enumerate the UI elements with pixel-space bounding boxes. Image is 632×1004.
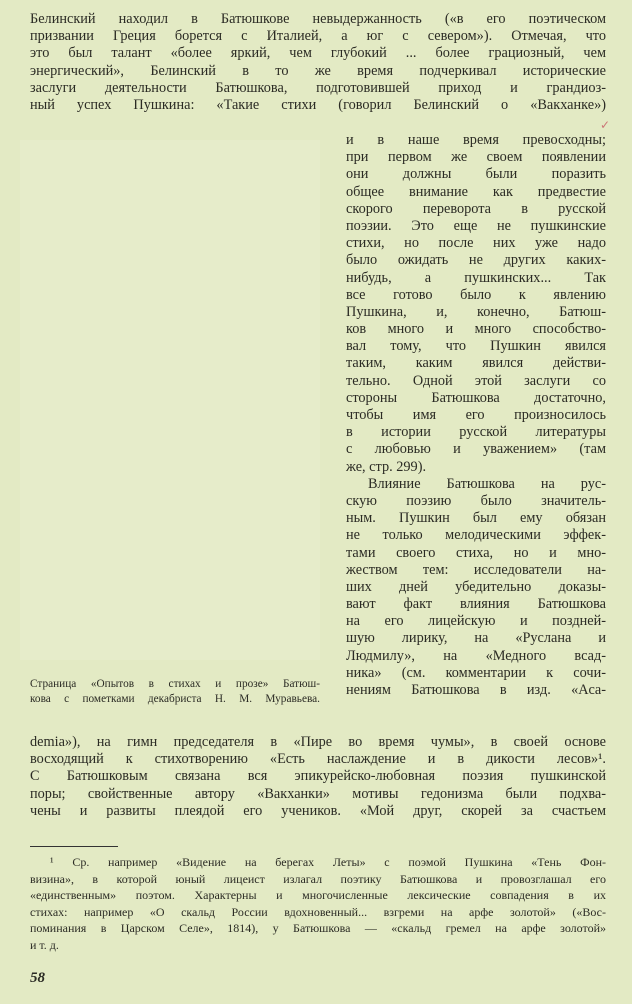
- text-line: ника» (см. комментарии к сочи-: [346, 664, 606, 681]
- text-line: стихах: например «О скальд России вдохновенный... взгреми на арфе золотой» («Вос-: [30, 904, 606, 919]
- text-line: общее внимание как предвестие: [346, 183, 606, 200]
- text-line: ный успех Пушкина: «Такие стихи (говорил Белинский о «Вакханке»): [30, 96, 606, 113]
- footnote-divider: [30, 846, 118, 847]
- illustration-caption: [30, 677, 320, 707]
- text-line: тельно. Одной этой заслуги со: [346, 372, 606, 389]
- text-line: призвании Греция борется с Италией, а юг с севером»). Отмечая, что: [30, 28, 606, 45]
- text-line: Страница «Опытов в стихах и прозе» Батюш-: [30, 678, 320, 690]
- text-line: С Батюшковым связана вся эпикурейско-любовная поэзия пушкинской: [30, 768, 606, 785]
- text-line: скорого переворота в русской: [346, 200, 606, 217]
- text-line: стороны Батюшкова достаточно,: [346, 389, 606, 406]
- text-line: Людмилу», на «Медного всад-: [346, 647, 606, 664]
- text-line: Влияние Батюшкова на рус-: [368, 475, 606, 492]
- text-line: энергический», Белинский в то же время подчеркивал исторические: [30, 62, 606, 79]
- text-line: с любовью и уважением» (там: [346, 441, 606, 458]
- text-line: визина», в которой юный лицеист излагал поэтику Батюшкова и провозглашал его: [30, 871, 606, 886]
- text-line: Пушкина, и, конечно, Батюш-: [346, 303, 606, 320]
- text-line: кова с пометками декабриста Н. М. Муравьева.: [30, 693, 320, 705]
- text-line: чены и развиты плеядой его учеников. «Мой друг, скорей за счастьем: [30, 802, 606, 819]
- paragraph-bottom: [30, 734, 606, 820]
- text-line: было ожидать не других каких-: [346, 252, 606, 269]
- text-line: это был талант «более яркий, чем глубокий ... более грациозный, чем: [30, 45, 606, 62]
- text-line: ших дней убедительно доказы-: [346, 578, 606, 595]
- text-line: ¹ Ср. например «Видение на берегах Леты» с поэмой Пушкина «Тень Фон-: [50, 855, 606, 869]
- text-line: не только мелодическими эффек-: [346, 527, 606, 544]
- text-line: нибудь, а пушкинских... Так: [346, 269, 606, 286]
- page-number: 58: [30, 970, 45, 986]
- text-line: восходящий к стихотворению «Есть наслаждение и в дикости лесов»¹.: [30, 751, 606, 768]
- text-line: «единственным» поэтом. Характерны и многочисленные лексические совпадения в их: [30, 888, 606, 903]
- text-line: шую лирику, на «Руслана и: [346, 630, 606, 647]
- text-line: на его лицейскую и поздней-: [346, 613, 606, 630]
- text-line: поры; свойственные автору «Вакханки» мотивы гедонизма были подхва-: [30, 785, 606, 802]
- text-line: нениям Батюшкова в изд. «Aca-: [346, 682, 606, 698]
- text-line: при первом же своем появлении: [346, 149, 606, 166]
- text-line: чтобы имя его произносилось: [346, 407, 606, 423]
- text-line: все готово было к явлению: [346, 286, 606, 303]
- text-line: стихи, но после них уже надо: [346, 235, 606, 252]
- text-line: вал тому, что Пушкин явился: [346, 338, 606, 355]
- pencil-mark: ✓: [600, 118, 611, 132]
- text-line: же, стр. 299).: [346, 458, 427, 475]
- text-column-right: [346, 132, 606, 699]
- text-line: таким, каким явился действи-: [346, 355, 606, 372]
- text-line: Белинский находил в Батюшкове невыдержанность («в его поэтическом: [30, 11, 606, 27]
- text-line: ным. Пушкин был ему обязан: [346, 510, 606, 527]
- text-line: жеством тем: исследователи на-: [346, 561, 606, 578]
- text-line: скую поэзию было значитель-: [346, 492, 606, 509]
- paragraph-top: [30, 11, 606, 114]
- text-line: вают факт влияния Батюшкова: [346, 596, 606, 613]
- text-line: и в наше время превосходны;: [346, 132, 606, 148]
- text-line: и т. д.: [30, 937, 59, 952]
- text-line: ков много и много способство-: [346, 321, 606, 338]
- text-line: поэзии. Это еще не пушкинские: [346, 217, 606, 234]
- text-line: поминания в Царском Селе», 1814), у Батюшкова — «скальд гремел на арфе золотой»: [30, 921, 606, 936]
- footnotes: [30, 854, 606, 954]
- text-line: заслуги деятельности Батюшкова, подготовившей приход и грандиоз-: [30, 79, 606, 96]
- text-line: в истории русской литературы: [346, 424, 606, 441]
- book-page-illustration: [20, 140, 320, 660]
- text-line: тами своего стиха, но и мно-: [346, 544, 606, 561]
- text-line: demia»), на гимн председателя в «Пире во время чумы», в своей основе: [30, 734, 606, 750]
- text-line: они должны были поразить: [346, 166, 606, 183]
